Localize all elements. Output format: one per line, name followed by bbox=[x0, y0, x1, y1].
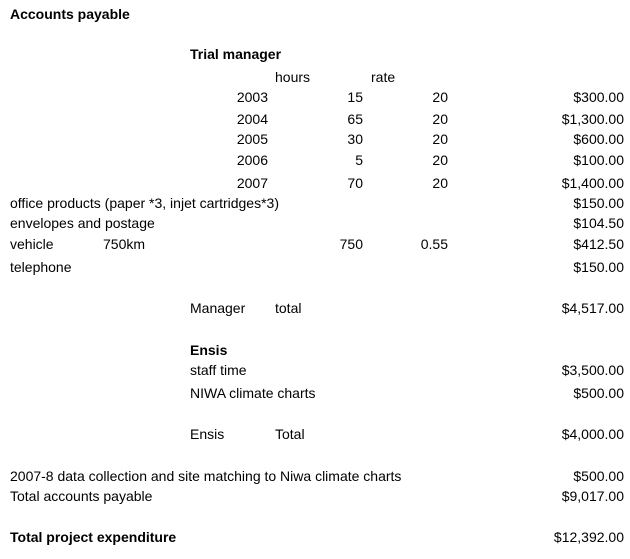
ensis-total-label: Ensis bbox=[190, 426, 225, 442]
office-products-label: office products (paper *3, injet cartridges*3) bbox=[10, 195, 279, 211]
ensis-total-word: Total bbox=[275, 426, 305, 442]
section-heading-trial-manager: Trial manager bbox=[190, 46, 282, 62]
envelopes-postage-label: envelopes and postage bbox=[10, 215, 155, 231]
vehicle-quantity: 750 bbox=[339, 236, 363, 252]
row-hours: 30 bbox=[347, 131, 363, 147]
row-amount: $100.00 bbox=[573, 152, 624, 168]
data-collection-label: 2007-8 data collection and site matching to Niwa climate charts bbox=[10, 468, 402, 484]
data-collection-amount: $500.00 bbox=[573, 468, 624, 484]
row-hours: 65 bbox=[347, 111, 363, 127]
row-year: 2006 bbox=[236, 152, 268, 168]
office-products-amount: $150.00 bbox=[573, 195, 624, 211]
staff-time-label: staff time bbox=[190, 362, 247, 378]
total-project-expenditure-amount: $12,392.00 bbox=[553, 529, 624, 545]
vehicle-distance: 750km bbox=[103, 236, 146, 252]
row-rate: 20 bbox=[432, 131, 448, 147]
column-header-rate: rate bbox=[371, 69, 396, 85]
row-year: 2007 bbox=[236, 175, 268, 191]
row-year: 2003 bbox=[236, 89, 268, 105]
total-accounts-payable-amount: $9,017.00 bbox=[561, 488, 624, 504]
row-hours: 15 bbox=[347, 89, 363, 105]
vehicle-rate: 0.55 bbox=[420, 236, 448, 252]
row-amount: $600.00 bbox=[573, 131, 624, 147]
row-hours: 5 bbox=[355, 152, 363, 168]
telephone-amount: $150.00 bbox=[573, 259, 624, 275]
ensis-total-amount: $4,000.00 bbox=[561, 426, 624, 442]
column-header-hours: hours bbox=[275, 69, 311, 85]
section-heading-ensis: Ensis bbox=[190, 342, 228, 358]
row-hours: 70 bbox=[347, 175, 363, 191]
manager-total-label: Manager bbox=[190, 300, 246, 316]
row-rate: 20 bbox=[432, 89, 448, 105]
total-accounts-payable-label: Total accounts payable bbox=[10, 488, 153, 504]
total-project-expenditure-label: Total project expenditure bbox=[10, 529, 177, 545]
row-year: 2004 bbox=[236, 111, 268, 127]
row-rate: 20 bbox=[432, 175, 448, 191]
page-title: Accounts payable bbox=[10, 6, 130, 22]
row-rate: 20 bbox=[432, 152, 448, 168]
telephone-label: telephone bbox=[10, 259, 72, 275]
niwa-climate-charts-amount: $500.00 bbox=[573, 385, 624, 401]
row-amount: $1,400.00 bbox=[561, 175, 624, 191]
niwa-climate-charts-label: NIWA climate charts bbox=[190, 385, 316, 401]
manager-total-amount: $4,517.00 bbox=[561, 300, 624, 316]
row-rate: 20 bbox=[432, 111, 448, 127]
row-year: 2005 bbox=[236, 131, 268, 147]
envelopes-postage-amount: $104.50 bbox=[573, 215, 624, 231]
vehicle-label: vehicle bbox=[10, 236, 54, 252]
vehicle-amount: $412.50 bbox=[573, 236, 624, 252]
row-amount: $300.00 bbox=[573, 89, 624, 105]
row-amount: $1,300.00 bbox=[561, 111, 624, 127]
staff-time-amount: $3,500.00 bbox=[561, 362, 624, 378]
manager-total-word: total bbox=[275, 300, 302, 316]
